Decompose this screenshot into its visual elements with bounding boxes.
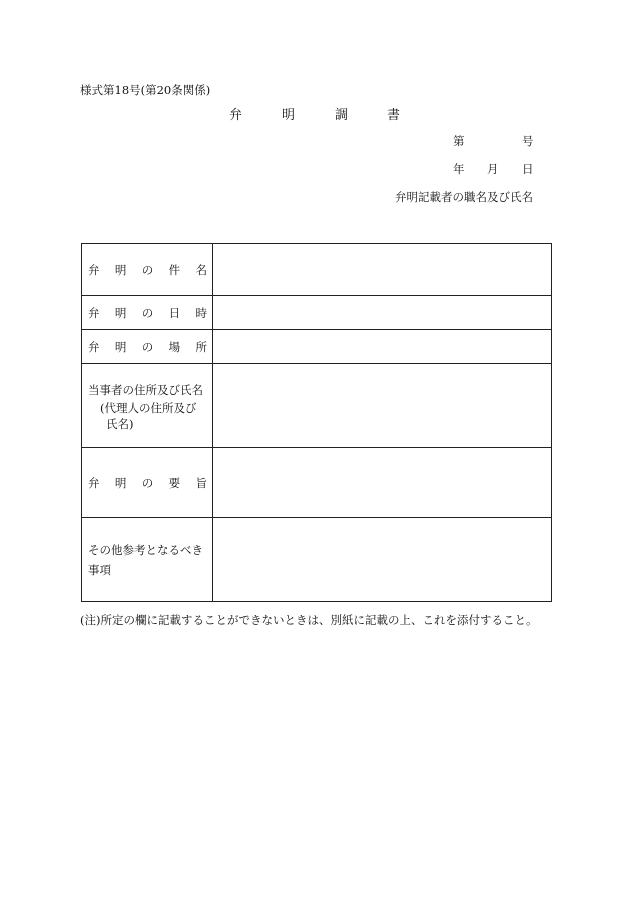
place-field[interactable] <box>213 330 552 364</box>
table-row <box>82 518 552 602</box>
row-label-place <box>82 330 213 364</box>
row-label-subject <box>82 244 213 296</box>
table-row <box>82 364 552 448</box>
label-char: 明 <box>114 339 127 354</box>
label-char: 明 <box>114 305 127 320</box>
label-char: 名 <box>195 262 207 277</box>
label-line: 当事者の住所及び氏名 <box>88 382 203 397</box>
number-prefix: 第 <box>453 134 465 148</box>
label-line: 事項 <box>88 562 111 577</box>
label-line: (代理人の住所及び <box>100 400 197 415</box>
date-month: 月 <box>487 162 499 176</box>
label-char: 要 <box>168 475 181 490</box>
number-suffix: 号 <box>522 134 534 148</box>
datetime-field[interactable] <box>213 296 552 330</box>
footnote: (注)所定の欄に記載することができないときは、別紙に記載の上、これを添付すること。 <box>80 613 538 627</box>
row-label-summary <box>82 448 213 518</box>
label-line: その他参考となるべき <box>88 542 203 557</box>
row-label-party <box>82 364 213 448</box>
title-char: 調 <box>335 108 349 123</box>
subject-field[interactable] <box>213 244 552 296</box>
row-label-datetime <box>82 296 213 330</box>
label-char: 所 <box>195 339 207 354</box>
label-char: 旨 <box>195 475 207 490</box>
label-char: 場 <box>168 339 181 354</box>
author-label: 弁明記載者の職名及び氏名 <box>395 190 533 204</box>
label-char: 弁 <box>88 262 100 277</box>
label-char: 明 <box>114 475 127 490</box>
label-char: の <box>141 339 154 354</box>
label-char: の <box>141 305 154 320</box>
table-row <box>82 244 552 296</box>
label-char: 日 <box>168 305 181 320</box>
date-day: 日 <box>522 162 534 176</box>
label-char: 弁 <box>88 475 100 490</box>
label-char: 弁 <box>88 305 100 320</box>
summary-field[interactable] <box>213 448 552 518</box>
label-line: 氏名) <box>106 416 134 431</box>
label-char: 時 <box>195 305 207 320</box>
table-row <box>82 296 552 330</box>
title-char: 弁 <box>229 108 243 123</box>
table-row <box>82 330 552 364</box>
label-char: の <box>141 262 154 277</box>
label-char: の <box>141 475 154 490</box>
label-char: 弁 <box>88 339 100 354</box>
row-label-other <box>82 518 213 602</box>
date-year: 年 <box>453 162 465 176</box>
other-field[interactable] <box>213 518 552 602</box>
table-row <box>82 448 552 518</box>
form-number: 様式第18号(第20条関係) <box>80 83 211 97</box>
hearing-form-table <box>81 243 552 602</box>
label-char: 明 <box>114 262 127 277</box>
title-char: 明 <box>282 108 296 123</box>
party-field[interactable] <box>213 364 552 448</box>
title-char: 書 <box>387 108 401 123</box>
label-char: 件 <box>168 262 181 277</box>
